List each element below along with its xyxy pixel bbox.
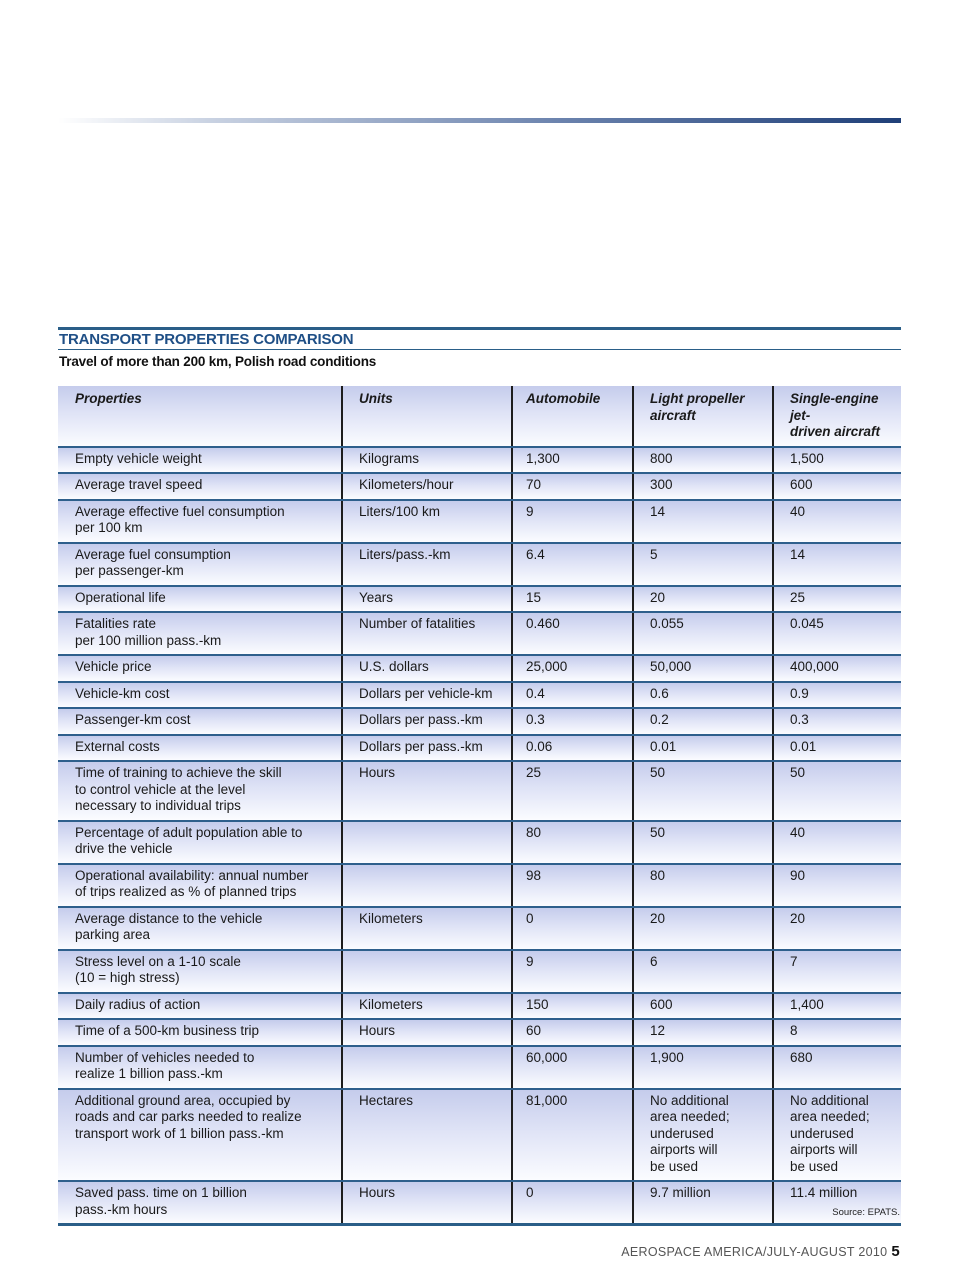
header-line: driven aircraft [790, 424, 881, 439]
title-rule-bottom [58, 349, 901, 350]
cell-light-propeller [633, 1046, 773, 1089]
cell-line: 1,300 [526, 450, 560, 466]
cell-line: Kilometers [359, 910, 423, 926]
cell-line: 80 [650, 867, 666, 883]
cell-properties [58, 1181, 342, 1223]
cell-light-propeller [633, 447, 773, 474]
cell-line: 90 [790, 867, 806, 883]
cell-automobile [512, 1181, 633, 1223]
cell-light-propeller [633, 761, 773, 821]
table-row [58, 543, 901, 586]
table-row [58, 821, 901, 864]
cell-units [342, 682, 512, 709]
cell-line: Hours [359, 1023, 396, 1038]
cell-line: Percentage of adult population able to [75, 824, 303, 840]
cell-line: 80 [526, 824, 542, 840]
cell-light-propeller [633, 993, 773, 1020]
cell-single-engine-jet [773, 500, 901, 543]
cell-line: 40 [790, 503, 806, 519]
cell-automobile [512, 500, 633, 543]
cell-line: 0.460 [526, 616, 560, 631]
cell-line: 7 [790, 953, 798, 969]
cell-line: underused [790, 1125, 854, 1141]
cell-light-propeller [633, 473, 773, 500]
cell-light-propeller [633, 500, 773, 543]
table-row [58, 682, 901, 709]
cell-line: 14 [650, 503, 666, 519]
source-note: Source: EPATS. [832, 1207, 900, 1218]
cell-automobile [512, 1089, 633, 1182]
cell-line: No additional [650, 1092, 729, 1108]
cell-line: roads and car parks needed to realize [75, 1109, 302, 1124]
cell-single-engine-jet [773, 735, 901, 762]
cell-units [342, 1181, 512, 1223]
cell-line: 8 [790, 1023, 798, 1038]
cell-line: 150 [526, 996, 549, 1012]
table-row [58, 761, 901, 821]
cell-line: 0.01 [790, 738, 817, 754]
cell-line: 9.7 million [650, 1185, 711, 1200]
cell-properties [58, 1019, 342, 1046]
cell-light-propeller [633, 543, 773, 586]
cell-properties [58, 473, 342, 500]
cell-line: Years [359, 589, 394, 605]
table-row [58, 1019, 901, 1046]
cell-line: 81,000 [526, 1092, 568, 1108]
page-number: 5 [891, 1243, 900, 1260]
cell-line: Empty vehicle weight [75, 450, 202, 466]
cell-single-engine-jet [773, 543, 901, 586]
table-row [58, 655, 901, 682]
cell-automobile [512, 612, 633, 655]
cell-line: Operational availability: annual number [75, 867, 309, 883]
table-row [58, 473, 901, 500]
cell-line: 0.2 [650, 712, 669, 727]
cell-line: Average fuel consumption [75, 546, 231, 562]
cell-line: Average distance to the vehicle [75, 910, 263, 926]
cell-light-propeller [633, 708, 773, 735]
cell-automobile [512, 1019, 633, 1046]
cell-line: 6 [650, 953, 658, 969]
cell-line: 20 [650, 589, 666, 605]
cell-line: 50 [790, 765, 806, 780]
cell-properties [58, 447, 342, 474]
cell-automobile [512, 682, 633, 709]
cell-line: 50 [650, 824, 666, 840]
cell-line: Liters/100 km [359, 503, 441, 519]
bottom-rule [58, 1223, 901, 1226]
cell-units [342, 500, 512, 543]
cell-single-engine-jet [773, 586, 901, 613]
cell-line: Time of a 500-km business trip [75, 1023, 260, 1038]
cell-single-engine-jet [773, 761, 901, 821]
cell-units [342, 655, 512, 682]
cell-automobile [512, 864, 633, 907]
header-automobile [512, 386, 633, 447]
header-line: Units [359, 391, 393, 406]
table-row [58, 586, 901, 613]
cell-line: parking area [75, 927, 151, 942]
header-single-engine-jet [773, 386, 901, 447]
cell-properties [58, 864, 342, 907]
cell-single-engine-jet [773, 655, 901, 682]
cell-automobile [512, 821, 633, 864]
cell-line: 40 [790, 824, 806, 840]
cell-line: per passenger-km [75, 563, 184, 578]
cell-line: Passenger-km cost [75, 712, 191, 727]
cell-single-engine-jet [773, 682, 901, 709]
cell-line: 1,900 [650, 1049, 684, 1065]
cell-line: External costs [75, 738, 160, 754]
cell-properties [58, 950, 342, 993]
cell-light-propeller [633, 821, 773, 864]
cell-properties [58, 682, 342, 709]
cell-line: to control vehicle at the level [75, 781, 246, 797]
cell-line: per 100 million pass.-km [75, 632, 222, 648]
cell-single-engine-jet [773, 950, 901, 993]
cell-units [342, 447, 512, 474]
cell-line: 20 [790, 910, 806, 926]
cell-line: 0.01 [650, 738, 677, 754]
cell-line: be used [650, 1158, 699, 1174]
table-row [58, 993, 901, 1020]
cell-automobile [512, 586, 633, 613]
cell-line: of trips realized as % of planned trips [75, 884, 297, 899]
cell-units [342, 1019, 512, 1046]
cell-units [342, 864, 512, 907]
table-row [58, 708, 901, 735]
cell-line: be used [790, 1158, 839, 1174]
table-row [58, 500, 901, 543]
cell-properties [58, 655, 342, 682]
table-body [58, 447, 901, 1224]
cell-properties [58, 761, 342, 821]
cell-light-propeller [633, 655, 773, 682]
cell-single-engine-jet [773, 447, 901, 474]
cell-line: 9 [526, 953, 534, 969]
cell-line: underused [650, 1125, 714, 1141]
cell-line: Fatalities rate [75, 616, 157, 631]
cell-single-engine-jet [773, 1046, 901, 1089]
table-subtitle: Travel of more than 200 km, Polish road conditions [59, 354, 377, 369]
cell-line: 60 [526, 1023, 542, 1038]
cell-automobile [512, 907, 633, 950]
cell-line: Kilograms [359, 450, 420, 466]
cell-line: 12 [650, 1023, 666, 1038]
cell-line: 800 [650, 450, 673, 466]
cell-line: 0.9 [790, 685, 809, 701]
cell-line: 50,000 [650, 659, 692, 674]
cell-line: Number of fatalities [359, 616, 476, 631]
cell-line: 9 [526, 503, 534, 519]
cell-units [342, 950, 512, 993]
cell-light-propeller [633, 612, 773, 655]
cell-properties [58, 612, 342, 655]
cell-line: transport work of 1 billion pass.-km [75, 1125, 284, 1141]
cell-line: Vehicle-km cost [75, 685, 170, 701]
cell-single-engine-jet [773, 612, 901, 655]
cell-automobile [512, 447, 633, 474]
cell-line: 14 [790, 546, 806, 562]
cell-line: Saved pass. time on 1 billion [75, 1185, 247, 1200]
cell-line: 680 [790, 1049, 813, 1065]
header-line: Light propeller [650, 391, 745, 406]
cell-line: airports will [650, 1142, 718, 1157]
cell-units [342, 907, 512, 950]
cell-units [342, 761, 512, 821]
cell-line: U.S. dollars [359, 659, 429, 674]
cell-properties [58, 1046, 342, 1089]
header-light-propeller [633, 386, 773, 447]
cell-automobile [512, 993, 633, 1020]
cell-line: Dollars per pass.-km [359, 712, 483, 727]
cell-automobile [512, 950, 633, 993]
cell-units [342, 586, 512, 613]
cell-line: 0 [526, 1185, 534, 1200]
cell-automobile [512, 708, 633, 735]
cell-line: Dollars per pass.-km [359, 738, 483, 754]
cell-line: necessary to individual trips [75, 798, 241, 813]
cell-line: Hours [359, 765, 396, 780]
cell-single-engine-jet [773, 473, 901, 500]
cell-line: Vehicle price [75, 659, 152, 674]
cell-properties [58, 708, 342, 735]
cell-line: Hours [359, 1185, 396, 1200]
table-row [58, 1089, 901, 1182]
cell-units [342, 543, 512, 586]
cell-automobile [512, 761, 633, 821]
cell-line: drive the vehicle [75, 841, 173, 856]
cell-automobile [512, 473, 633, 500]
header-line: Automobile [526, 391, 601, 406]
table-row [58, 735, 901, 762]
cell-line: realize 1 billion pass.-km [75, 1066, 223, 1081]
cell-single-engine-jet [773, 907, 901, 950]
cell-properties [58, 543, 342, 586]
cell-light-propeller [633, 907, 773, 950]
cell-light-propeller [633, 1019, 773, 1046]
cell-properties [58, 500, 342, 543]
title-rule-top [58, 327, 901, 330]
cell-line: Hectares [359, 1092, 414, 1108]
cell-light-propeller [633, 950, 773, 993]
cell-line: 60,000 [526, 1049, 568, 1065]
header-properties [58, 386, 342, 447]
cell-single-engine-jet [773, 821, 901, 864]
cell-line: pass.-km hours [75, 1201, 168, 1217]
header-line: Single-engine jet- [790, 391, 879, 423]
cell-line: 25 [526, 765, 542, 780]
cell-line: 400,000 [790, 659, 839, 674]
table-title: TRANSPORT PROPERTIES COMPARISON [59, 331, 354, 348]
cell-properties [58, 586, 342, 613]
table-row [58, 907, 901, 950]
table-row [58, 950, 901, 993]
cell-light-propeller [633, 586, 773, 613]
cell-properties [58, 1089, 342, 1182]
cell-line: 300 [650, 477, 673, 492]
header-line: Properties [75, 391, 142, 406]
cell-line: 25 [790, 589, 806, 605]
cell-line: 15 [526, 589, 542, 605]
cell-line: Kilometers/hour [359, 477, 454, 492]
cell-units [342, 735, 512, 762]
cell-line: 0 [526, 910, 534, 926]
cell-line: airports will [790, 1142, 858, 1157]
cell-line: 0.055 [650, 616, 684, 631]
table-header [58, 386, 901, 447]
cell-line: 0.6 [650, 685, 669, 701]
cell-line: Operational life [75, 589, 166, 605]
cell-line: 600 [790, 477, 813, 492]
cell-line: 1,500 [790, 450, 824, 466]
cell-line: 70 [526, 477, 542, 492]
top-decorative-rule [58, 118, 901, 123]
cell-units [342, 1089, 512, 1182]
cell-single-engine-jet [773, 1019, 901, 1046]
header-line: aircraft [650, 407, 696, 423]
cell-units [342, 821, 512, 864]
cell-single-engine-jet [773, 1089, 901, 1182]
publication-name: AEROSPACE AMERICA/JULY-AUGUST 2010 [621, 1245, 888, 1259]
cell-line: No additional [790, 1092, 869, 1108]
cell-units [342, 473, 512, 500]
cell-line: 0.4 [526, 685, 545, 701]
cell-properties [58, 993, 342, 1020]
cell-units [342, 612, 512, 655]
cell-line: 0.3 [790, 712, 809, 727]
cell-units [342, 1046, 512, 1089]
table-row [58, 864, 901, 907]
cell-line: 11.4 million [790, 1185, 858, 1200]
cell-line: 0.06 [526, 738, 553, 754]
cell-line: Number of vehicles needed to [75, 1049, 255, 1065]
cell-line: 25,000 [526, 659, 568, 674]
cell-single-engine-jet [773, 864, 901, 907]
cell-automobile [512, 735, 633, 762]
cell-line: Time of training to achieve the skill [75, 765, 282, 780]
cell-automobile [512, 1046, 633, 1089]
cell-line: 0.3 [526, 712, 545, 727]
cell-line: Average effective fuel consumption [75, 503, 285, 519]
cell-line: Dollars per vehicle-km [359, 685, 493, 701]
transport-comparison-table [58, 386, 901, 1223]
header-units [342, 386, 512, 447]
cell-line: Stress level on a 1-10 scale [75, 953, 241, 969]
cell-properties [58, 907, 342, 950]
table-row [58, 447, 901, 474]
cell-line: 50 [650, 765, 666, 780]
cell-light-propeller [633, 1089, 773, 1182]
cell-automobile [512, 543, 633, 586]
cell-light-propeller [633, 682, 773, 709]
cell-line: 6.4 [526, 546, 545, 562]
cell-units [342, 993, 512, 1020]
cell-line: (10 = high stress) [75, 970, 180, 985]
header-row [58, 386, 901, 447]
table-row [58, 612, 901, 655]
cell-line: 98 [526, 867, 542, 883]
cell-line: 20 [650, 910, 666, 926]
cell-line: Liters/pass.-km [359, 546, 451, 562]
page-footer [500, 1243, 900, 1260]
cell-light-propeller [633, 735, 773, 762]
cell-units [342, 708, 512, 735]
cell-line: area needed; [650, 1109, 730, 1124]
cell-line: Kilometers [359, 996, 423, 1012]
cell-single-engine-jet [773, 993, 901, 1020]
cell-light-propeller [633, 864, 773, 907]
cell-line: Daily radius of action [75, 996, 201, 1012]
cell-line: 1,400 [790, 996, 824, 1012]
table-row [58, 1046, 901, 1089]
cell-line: per 100 km [75, 520, 143, 535]
cell-line: Additional ground area, occupied by [75, 1092, 291, 1108]
cell-automobile [512, 655, 633, 682]
cell-line: 600 [650, 996, 673, 1012]
cell-line: 0.045 [790, 616, 824, 631]
cell-properties [58, 821, 342, 864]
cell-line: Average travel speed [75, 477, 203, 492]
cell-single-engine-jet [773, 708, 901, 735]
cell-line: 5 [650, 546, 658, 562]
cell-properties [58, 735, 342, 762]
cell-line: area needed; [790, 1109, 870, 1124]
